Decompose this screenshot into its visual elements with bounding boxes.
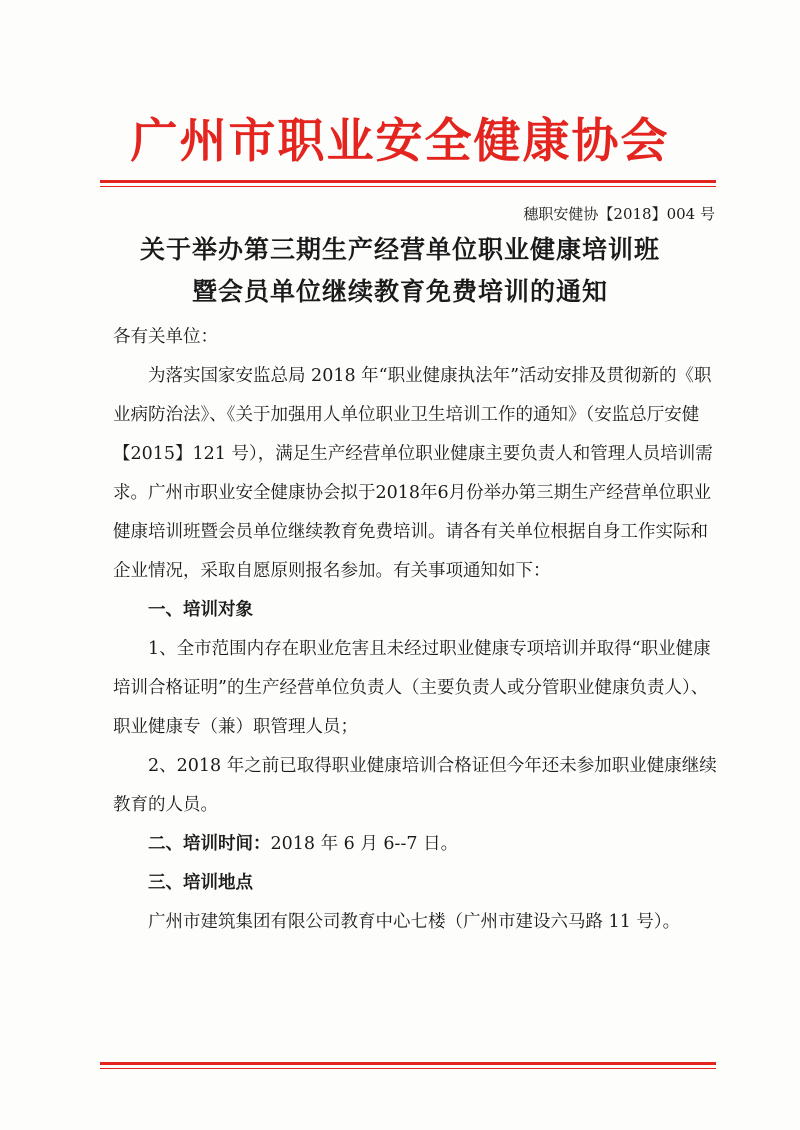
document-title-line1: 关于举办第三期生产经营单位职业健康培训班 [139,235,660,264]
section1-item2: 2、2018 年之前已取得职业健康培训合格证但今年还未参加职业健康继续教育的人员。 [113,756,717,815]
section1-heading: 一、培训对象 [148,600,253,620]
document-number: 穗职安健协【2018】004 号 [523,205,715,223]
section1-item1: 1、全市范围内存在职业危害且未经过职业健康专项培训并取得“职业健康培训合格证明”的生产经营单位负责人（主要负责人或分管职业健康负责人）、职业健康专（兼）职管理人员； [113,639,711,737]
footer-rule-thin [100,1068,716,1069]
intro-paragraph: 为落实国家安监总局 2018 年“职业健康执法年”活动安排及贯彻新的《职业病防治法》、《关于加强用人单位职业卫生培训工作的通知》（安监总厅安健【2015】121 号），满足生产经营单位职业健康主要负责人和管理人员培训需求。广州市职业安全健康协会拟于2018年6月份举办第三期生产经营单位职业健康培训班暨会员单位继续教育免费培训。请各有关单位根据自身工作实际和企业情况，采取自愿原则报名参加。有关事项通知如下： [113,366,713,581]
document-title-line2: 暨会员单位继续教育免费培训的通知 [191,277,608,306]
document-body [113,318,717,942]
letterhead-title: 广州市职业安全健康协会 [130,114,670,169]
section2-heading: 二、培训时间： [148,834,271,854]
section3-value: 广州市建筑集团有限公司教育中心七楼（广州市建设六马路 11 号）。 [148,912,681,932]
section2-value: 2018 年 6 月 6--7 日。 [270,834,459,854]
salutation: 各有关单位： [113,327,218,347]
section3-heading: 三、培训地点 [148,873,253,893]
footer-rule-thick [100,1062,716,1065]
letterhead-rule-thin [100,186,716,187]
letterhead-rule-thick [100,180,716,183]
section2-paragraph [113,825,717,864]
